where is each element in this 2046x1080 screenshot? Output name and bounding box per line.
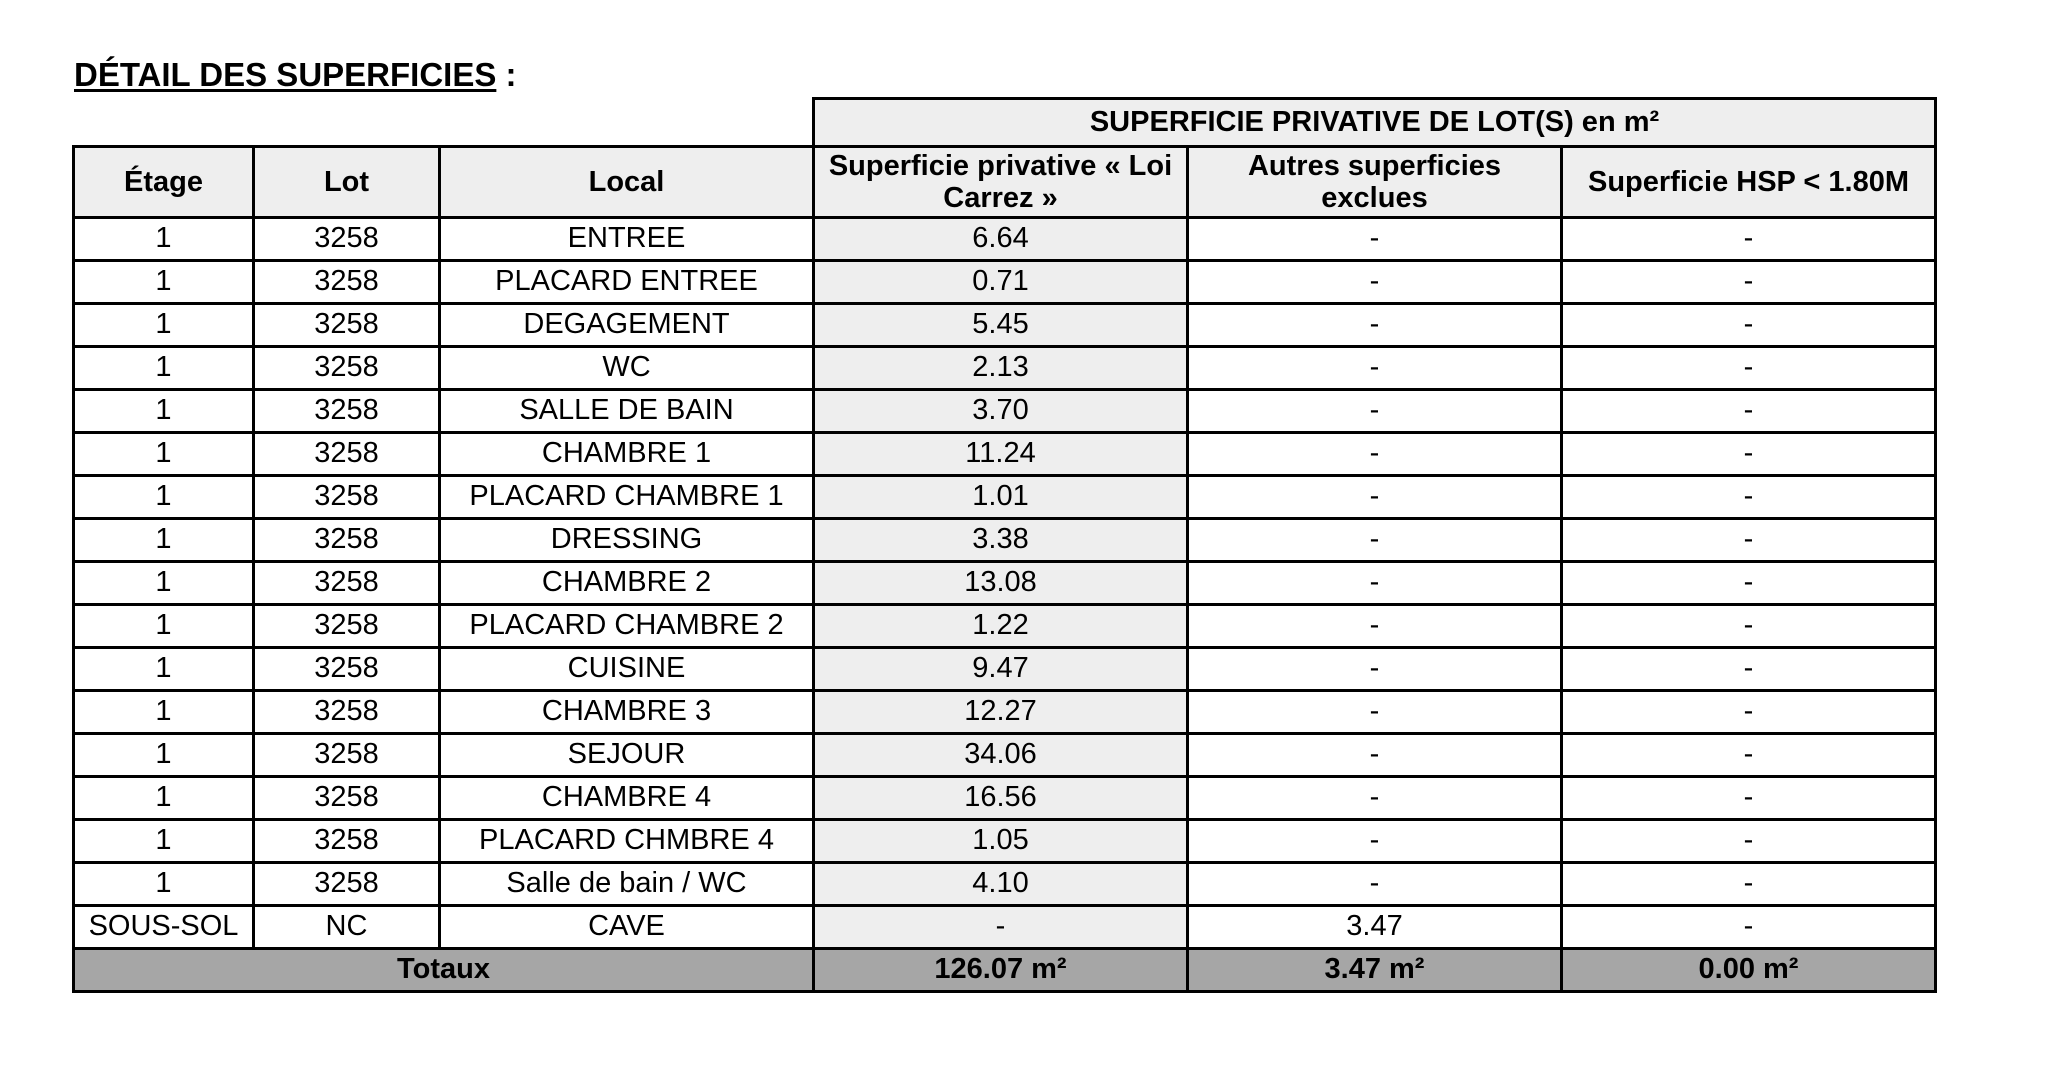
cell-etage: 1 bbox=[74, 562, 254, 605]
cell-hsp: - bbox=[1562, 562, 1936, 605]
group-header: SUPERFICIE PRIVATIVE DE LOT(S) en m² bbox=[814, 99, 1936, 147]
table-row bbox=[74, 906, 1936, 949]
cell-etage: 1 bbox=[74, 605, 254, 648]
cell-hsp: - bbox=[1562, 734, 1936, 777]
cell-local: WC bbox=[440, 347, 814, 390]
cell-autres: - bbox=[1188, 218, 1562, 261]
cell-lot: NC bbox=[254, 906, 440, 949]
table-row bbox=[74, 562, 1936, 605]
surfaces-table-body bbox=[74, 99, 1936, 992]
table-row bbox=[74, 519, 1936, 562]
group-header-row bbox=[74, 99, 1936, 147]
cell-local: CHAMBRE 2 bbox=[440, 562, 814, 605]
cell-autres: - bbox=[1188, 820, 1562, 863]
table-row bbox=[74, 261, 1936, 304]
cell-autres: 3.47 bbox=[1188, 906, 1562, 949]
cell-hsp: - bbox=[1562, 261, 1936, 304]
column-header-etage: Étage bbox=[74, 147, 254, 218]
cell-lot: 3258 bbox=[254, 476, 440, 519]
column-header-autres: Autres superficies exclues bbox=[1188, 147, 1562, 218]
cell-carrez: 12.27 bbox=[814, 691, 1188, 734]
table-row bbox=[74, 433, 1936, 476]
cell-etage: 1 bbox=[74, 648, 254, 691]
cell-autres: - bbox=[1188, 562, 1562, 605]
cell-carrez: 6.64 bbox=[814, 218, 1188, 261]
cell-etage: 1 bbox=[74, 476, 254, 519]
cell-lot: 3258 bbox=[254, 562, 440, 605]
cell-hsp: - bbox=[1562, 691, 1936, 734]
cell-lot: 3258 bbox=[254, 304, 440, 347]
cell-hsp: - bbox=[1562, 863, 1936, 906]
cell-autres: - bbox=[1188, 476, 1562, 519]
table-row bbox=[74, 734, 1936, 777]
column-header-local: Local bbox=[440, 147, 814, 218]
cell-lot: 3258 bbox=[254, 734, 440, 777]
cell-hsp: - bbox=[1562, 906, 1936, 949]
cell-lot: 3258 bbox=[254, 261, 440, 304]
cell-local: PLACARD ENTREE bbox=[440, 261, 814, 304]
cell-autres: - bbox=[1188, 347, 1562, 390]
cell-local: CHAMBRE 3 bbox=[440, 691, 814, 734]
total-autres: 3.47 m² bbox=[1188, 949, 1562, 992]
cell-lot: 3258 bbox=[254, 433, 440, 476]
cell-autres: - bbox=[1188, 777, 1562, 820]
section-title-text: DÉTAIL DES SUPERFICIES bbox=[74, 56, 497, 93]
cell-etage: 1 bbox=[74, 777, 254, 820]
totals-label: Totaux bbox=[74, 949, 814, 992]
cell-etage: 1 bbox=[74, 304, 254, 347]
cell-lot: 3258 bbox=[254, 863, 440, 906]
section-title bbox=[74, 56, 517, 94]
cell-lot: 3258 bbox=[254, 347, 440, 390]
cell-autres: - bbox=[1188, 605, 1562, 648]
cell-hsp: - bbox=[1562, 777, 1936, 820]
cell-etage: 1 bbox=[74, 863, 254, 906]
cell-local: CHAMBRE 4 bbox=[440, 777, 814, 820]
cell-carrez: 34.06 bbox=[814, 734, 1188, 777]
cell-etage: 1 bbox=[74, 218, 254, 261]
cell-carrez: 3.38 bbox=[814, 519, 1188, 562]
cell-autres: - bbox=[1188, 863, 1562, 906]
cell-carrez: 1.22 bbox=[814, 605, 1188, 648]
group-header-spacer bbox=[74, 99, 814, 147]
table-row bbox=[74, 777, 1936, 820]
cell-lot: 3258 bbox=[254, 605, 440, 648]
column-header-carrez: Superficie privative « Loi Carrez » bbox=[814, 147, 1188, 218]
total-hsp: 0.00 m² bbox=[1562, 949, 1936, 992]
cell-local: DEGAGEMENT bbox=[440, 304, 814, 347]
cell-carrez: 1.01 bbox=[814, 476, 1188, 519]
table-row bbox=[74, 605, 1936, 648]
cell-carrez: 0.71 bbox=[814, 261, 1188, 304]
table-row bbox=[74, 820, 1936, 863]
cell-carrez: 13.08 bbox=[814, 562, 1188, 605]
cell-autres: - bbox=[1188, 261, 1562, 304]
table-row bbox=[74, 390, 1936, 433]
cell-hsp: - bbox=[1562, 390, 1936, 433]
cell-autres: - bbox=[1188, 390, 1562, 433]
cell-hsp: - bbox=[1562, 519, 1936, 562]
total-carrez: 126.07 m² bbox=[814, 949, 1188, 992]
cell-local: PLACARD CHAMBRE 1 bbox=[440, 476, 814, 519]
totals-row bbox=[74, 949, 1936, 992]
cell-carrez: 16.56 bbox=[814, 777, 1188, 820]
cell-carrez: 1.05 bbox=[814, 820, 1188, 863]
cell-autres: - bbox=[1188, 304, 1562, 347]
cell-hsp: - bbox=[1562, 304, 1936, 347]
cell-carrez: 3.70 bbox=[814, 390, 1188, 433]
cell-lot: 3258 bbox=[254, 648, 440, 691]
cell-lot: 3258 bbox=[254, 691, 440, 734]
cell-autres: - bbox=[1188, 519, 1562, 562]
cell-carrez: 9.47 bbox=[814, 648, 1188, 691]
cell-etage: 1 bbox=[74, 691, 254, 734]
cell-local: ENTREE bbox=[440, 218, 814, 261]
cell-etage: SOUS-SOL bbox=[74, 906, 254, 949]
cell-local: DRESSING bbox=[440, 519, 814, 562]
cell-hsp: - bbox=[1562, 433, 1936, 476]
cell-carrez: 2.13 bbox=[814, 347, 1188, 390]
table-row bbox=[74, 304, 1936, 347]
cell-autres: - bbox=[1188, 734, 1562, 777]
cell-carrez: 11.24 bbox=[814, 433, 1188, 476]
cell-local: SEJOUR bbox=[440, 734, 814, 777]
cell-carrez: 4.10 bbox=[814, 863, 1188, 906]
cell-lot: 3258 bbox=[254, 777, 440, 820]
cell-local: CAVE bbox=[440, 906, 814, 949]
cell-hsp: - bbox=[1562, 347, 1936, 390]
cell-local: CUISINE bbox=[440, 648, 814, 691]
cell-hsp: - bbox=[1562, 648, 1936, 691]
column-header-row bbox=[74, 147, 1936, 218]
cell-local: SALLE DE BAIN bbox=[440, 390, 814, 433]
cell-autres: - bbox=[1188, 691, 1562, 734]
cell-local: PLACARD CHAMBRE 2 bbox=[440, 605, 814, 648]
cell-hsp: - bbox=[1562, 820, 1936, 863]
cell-autres: - bbox=[1188, 648, 1562, 691]
cell-etage: 1 bbox=[74, 519, 254, 562]
table-row bbox=[74, 347, 1936, 390]
cell-etage: 1 bbox=[74, 734, 254, 777]
cell-carrez: - bbox=[814, 906, 1188, 949]
section-title-suffix: : bbox=[496, 56, 517, 93]
cell-etage: 1 bbox=[74, 390, 254, 433]
cell-etage: 1 bbox=[74, 820, 254, 863]
column-header-lot: Lot bbox=[254, 147, 440, 218]
table-row bbox=[74, 476, 1936, 519]
cell-hsp: - bbox=[1562, 605, 1936, 648]
cell-lot: 3258 bbox=[254, 390, 440, 433]
cell-hsp: - bbox=[1562, 218, 1936, 261]
surfaces-table bbox=[72, 97, 1937, 993]
cell-local: CHAMBRE 1 bbox=[440, 433, 814, 476]
cell-autres: - bbox=[1188, 433, 1562, 476]
column-header-hsp: Superficie HSP < 1.80M bbox=[1562, 147, 1936, 218]
table-row bbox=[74, 218, 1936, 261]
cell-lot: 3258 bbox=[254, 218, 440, 261]
cell-etage: 1 bbox=[74, 261, 254, 304]
table-row bbox=[74, 691, 1936, 734]
cell-carrez: 5.45 bbox=[814, 304, 1188, 347]
cell-hsp: - bbox=[1562, 476, 1936, 519]
table-row bbox=[74, 648, 1936, 691]
cell-lot: 3258 bbox=[254, 519, 440, 562]
cell-lot: 3258 bbox=[254, 820, 440, 863]
cell-etage: 1 bbox=[74, 347, 254, 390]
cell-local: Salle de bain / WC bbox=[440, 863, 814, 906]
cell-etage: 1 bbox=[74, 433, 254, 476]
cell-local: PLACARD CHMBRE 4 bbox=[440, 820, 814, 863]
table-row bbox=[74, 863, 1936, 906]
